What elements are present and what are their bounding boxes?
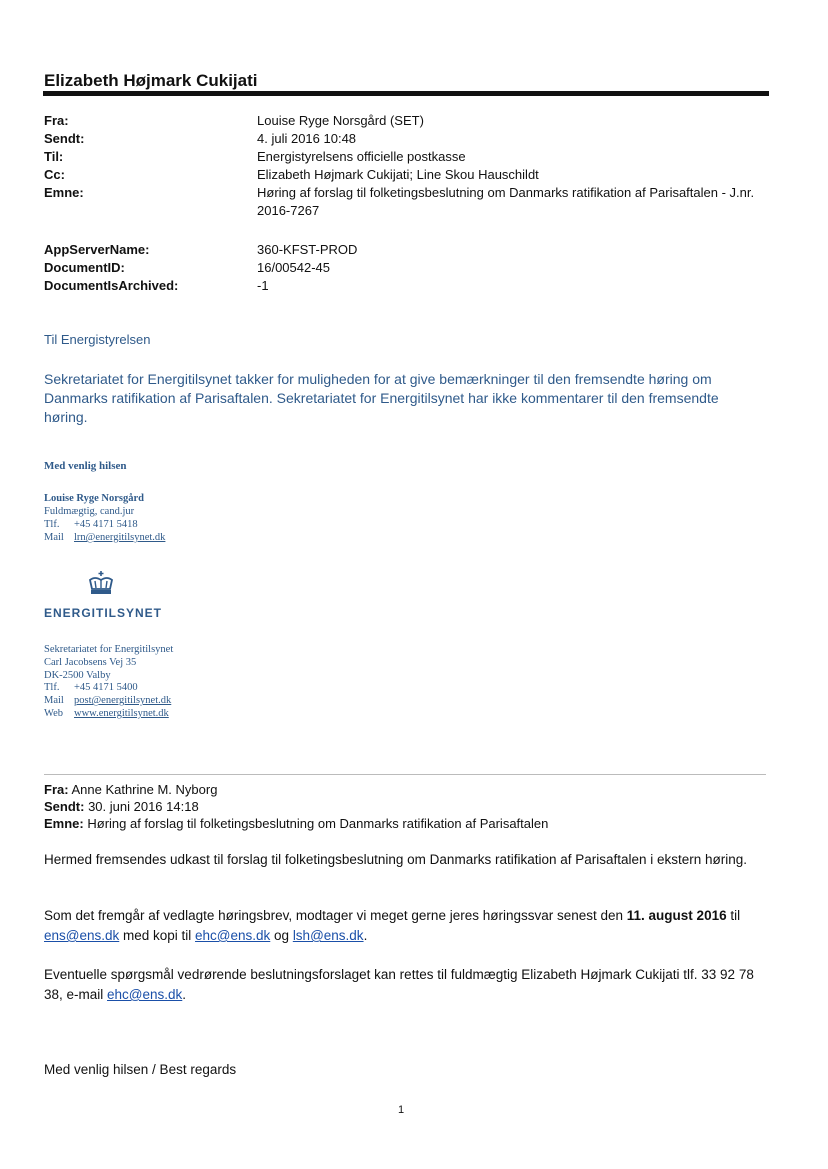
forward-divider [44,774,766,775]
organization-address [44,644,173,721]
mail-label: Mail [44,532,64,543]
signature-block [44,492,165,544]
forwarded-closing: Med venlig hilsen / Best regards [44,1062,237,1077]
reply-body: Sekretariatet for Energitilsynet takker for muligheden for at give bemærkninger til den fremsendte høring om Danmarks ratifikation af Parisaftalen. Sekretariatet for Energitilsynet har ikke kommentarer til den fremsendte høring. [44,371,719,425]
subject-label: Emne: [44,185,84,200]
signature-mail [44,531,165,544]
phone-value: +45 4171 5418 [74,519,138,530]
cc-label: Cc: [44,167,65,182]
archived-value: -1 [257,278,269,293]
phone-label: Tlf. [44,519,60,530]
from-value: Louise Ryge Norsgård (SET) [257,113,424,128]
org-mail-label: Mail [44,695,64,707]
org-name: Sekretariatet for Energitilsynet [44,644,174,655]
signature-title: Fuldmægtig, cand.jur [44,506,135,517]
page-title: Elizabeth Højmark Cukijati [44,71,258,90]
signature-email-link[interactable]: lrn@energitilsynet.dk [74,532,166,543]
forwarded-paragraph-2 [44,906,764,946]
fwd-from-label: Fra: [44,782,69,797]
forwarded-from [44,781,548,798]
cc-value: Elizabeth Højmark Cukijati; Line Skou Hauschildt [257,167,539,182]
p2-text-e: . [363,928,368,943]
org-street: Carl Jacobsens Vej 35 [44,656,137,668]
header-divider [43,91,769,96]
from-label: Fra: [44,113,69,128]
org-web [44,708,173,721]
email-link-ehc-2[interactable]: ehc@ens.dk [107,987,183,1002]
org-email-link[interactable]: post@energitilsynet.dk [74,695,172,707]
org-web-link[interactable]: www.energitilsynet.dk [74,707,169,719]
p2-text-a: Som det fremgår af vedlagte høringsbrev, modtager vi meget gerne jeres høringssvar senest den [44,908,627,923]
fwd-subject-value: Høring af forslag til folketingsbeslutning om Danmarks ratifikation af Parisaftalen [87,816,549,831]
deadline-date: 11. august 2016 [626,908,727,923]
p3-text-a: Eventuelle spørgsmål vedrørende beslutningsforslaget kan rettes til fuldmægtig Elizabeth Højmark Cukijati tlf. 33 92 78 38, e-mail [44,967,754,1002]
org-web-label: Web [44,707,63,719]
signature-name: Louise Ryge Norsgård [44,493,144,504]
forwarded-paragraph-1: Hermed fremsendes udkast til forslag til folketingsbeslutning om Danmarks ratifikation af Parisaftalen i ekstern høring. [44,852,748,867]
forwarded-paragraph-3 [44,965,764,1005]
fwd-sent-label: Sendt: [44,799,85,814]
org-phone [44,682,173,695]
app-server-value: 360-KFST-PROD [257,242,358,257]
signature-phone [44,518,165,531]
fwd-from-value: Anne Kathrine M. Nyborg [71,782,218,797]
document-id-label: DocumentID: [44,260,125,275]
sent-label: Sendt: [44,131,85,146]
to-label: Til: [44,149,64,164]
energitilsynet-logo: ENERGITILSYNET [44,606,163,620]
email-link-ens[interactable]: ens@ens.dk [44,928,120,943]
fwd-subject-label: Emne: [44,816,84,831]
org-phone-value: +45 4171 5400 [74,682,138,694]
forwarded-sent [44,798,548,815]
org-mail [44,695,173,708]
document-id-value: 16/00542-45 [257,260,331,275]
email-link-lsh[interactable]: lsh@ens.dk [292,928,364,943]
signature-closing: Med venlig hilsen [44,460,127,472]
page-number: 1 [398,1104,405,1116]
subject-value: Høring af forslag til folketingsbeslutning om Danmarks ratifikation af Parisaftalen - J.nr. 2016-7267 [257,185,755,218]
p3-text-b: . [182,987,187,1002]
archived-label: DocumentIsArchived: [44,278,179,293]
sent-value: 4. juli 2016 10:48 [257,131,357,146]
crown-icon [86,570,116,596]
app-server-label: AppServerName: [44,242,150,257]
email-link-ehc[interactable]: ehc@ens.dk [195,928,271,943]
p2-text-d: og [270,928,293,943]
org-city: DK-2500 Valby [44,669,111,681]
fwd-sent-value: 30. juni 2016 14:18 [88,799,199,814]
org-phone-label: Tlf. [44,682,60,694]
forwarded-subject [44,815,548,832]
forwarded-header [44,781,548,832]
to-value: Energistyrelsens officielle postkasse [257,149,466,164]
reply-greeting: Til Energistyrelsen [44,332,151,347]
p2-text-c: med kopi til [119,928,196,943]
p2-text-b: til [726,908,741,923]
